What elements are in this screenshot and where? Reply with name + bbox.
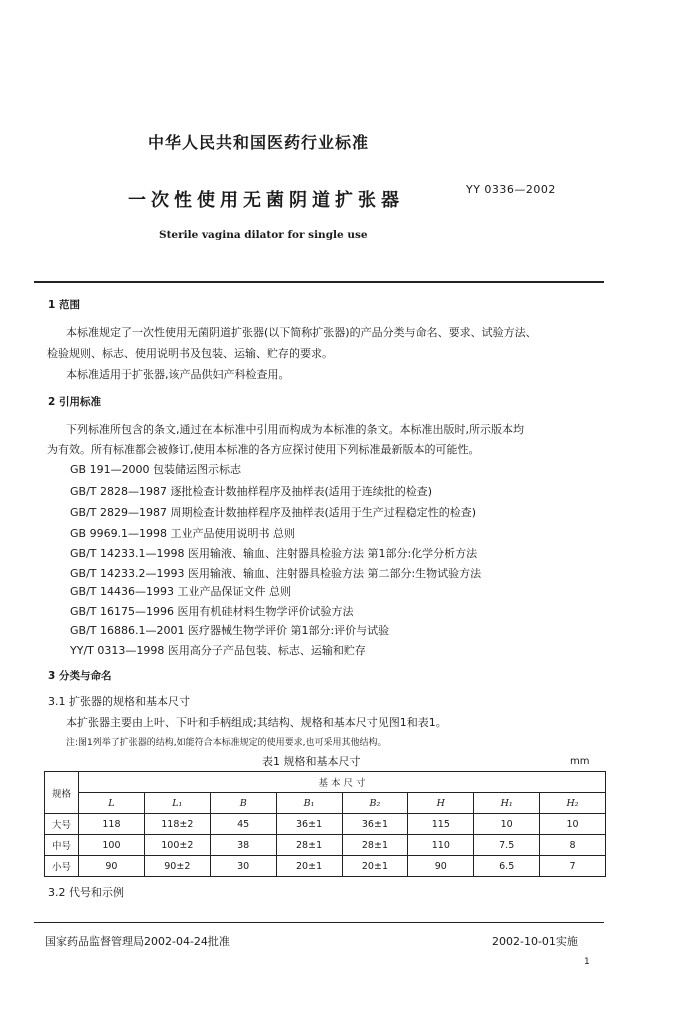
section-2-line-1: 下列标准所包含的条文,通过在本标准中引用而构成为本标准的条文。本标准出版时,所示版本均 [66,423,524,436]
table-cell: 118±2 [144,814,210,835]
table-cell-size: 小号 [45,856,79,877]
table-cell: 100±2 [144,835,210,856]
table-column-header: H₂ [540,793,606,814]
table-cell: 20±1 [276,856,342,877]
table-cell: 7.5 [474,835,540,856]
table-row [45,835,606,856]
table-cell: 28±1 [276,835,342,856]
table-cell: 20±1 [342,856,408,877]
table-cell: 90 [408,856,474,877]
table-cell: 28±1 [342,835,408,856]
section-1-line-1: 本标准规定了一次性使用无菌阴道扩张器(以下简称扩张器)的产品分类与命名、要求、试验方法、 [66,326,537,339]
table-cell: 110 [408,835,474,856]
table-header-spec: 规格 [45,772,79,814]
footer-divider [34,922,604,923]
table-column-header: L [79,793,145,814]
table-column-row [45,793,606,814]
implementation-date: 2002-10-01实施 [492,935,578,948]
approval-statement: 国家药品监督管理局2002-04-24批准 [45,935,230,948]
table-column-header: H [408,793,474,814]
document-subtitle: Sterile vagina dilator for single use [159,229,368,241]
reference-item: GB/T 2828—1987 逐批检查计数抽样程序及抽样表(适用于连续批的检查) [70,485,433,498]
section-3-1-note: 注:图1列举了扩张器的结构,如能符合本标准规定的使用要求,也可采用其他结构。 [66,738,387,748]
reference-item: YY/T 0313—1998 医用高分子产品包装、标志、运输和贮存 [70,644,366,657]
section-3-1-heading: 3.1 扩张器的规格和基本尺寸 [48,695,190,708]
reference-item: GB/T 14233.2—1993 医用输液、输血、注射器具检验方法 第二部分:生物试验方法 [70,567,482,580]
section-2-line-2: 为有效。所有标准都会被修订,使用本标准的各方应探讨使用下列标准最新版本的可能性。 [47,443,480,456]
table-column-header: B [210,793,276,814]
reference-item: GB/T 2829—1987 周期检查计数抽样程序及抽样表(适用于生产过程稳定性的检查) [70,506,477,519]
table-cell: 45 [210,814,276,835]
table-column-header: B₂ [342,793,408,814]
reference-item: GB 191—2000 包装储运图示标志 [70,463,242,476]
table-cell: 90±2 [144,856,210,877]
table-cell: 115 [408,814,474,835]
section-2-heading: 2 引用标准 [48,396,101,408]
header-divider [34,281,604,283]
table-cell: 7 [540,856,606,877]
table-cell: 36±1 [342,814,408,835]
reference-item: GB/T 14233.1—1998 医用输液、输血、注射器具检验方法 第1部分:化学分析方法 [70,547,478,560]
standard-code: YY 0336—2002 [466,183,556,196]
section-3-1-text: 本扩张器主要由上叶、下叶和手柄组成;其结构、规格和基本尺寸见图1和表1。 [66,716,447,729]
table-cell-size: 大号 [45,814,79,835]
section-3-2-heading: 3.2 代号和示例 [48,886,124,899]
reference-item: GB/T 14436—1993 工业产品保证文件 总则 [70,585,291,598]
table-cell: 10 [540,814,606,835]
table-column-header: B₁ [276,793,342,814]
table-cell: 100 [79,835,145,856]
standard-name: 中华人民共和国医药行业标准 [148,133,370,152]
reference-item: GB 9969.1—1998 工业产品使用说明书 总则 [70,527,296,540]
table-column-header: H₁ [474,793,540,814]
table-column-header: L₁ [144,793,210,814]
table-cell: 90 [79,856,145,877]
table-cell-size: 中号 [45,835,79,856]
table-cell: 6.5 [474,856,540,877]
table-cell: 10 [474,814,540,835]
table-cell: 118 [79,814,145,835]
table-cell: 36±1 [276,814,342,835]
section-3-heading: 3 分类与命名 [48,670,112,682]
section-1-line-2: 检验规则、标志、使用说明书及包装、运输、贮存的要求。 [47,347,333,360]
page-number: 1 [584,957,590,967]
table-cell: 38 [210,835,276,856]
table-header-group: 基 本 尺 寸 [79,772,606,793]
table-row [45,814,606,835]
section-1-line-3: 本标准适用于扩张器,该产品供妇产科检查用。 [66,368,290,381]
table-caption: 表1 规格和基本尺寸 [262,755,361,768]
table-row [45,856,606,877]
document-title: 一次性使用无菌阴道扩张器 [128,190,404,211]
reference-item: GB/T 16175—1996 医用有机硅材料生物学评价试验方法 [70,605,354,618]
table-cell: 30 [210,856,276,877]
section-1-heading: 1 范围 [48,299,80,311]
spec-table [44,771,606,877]
table-header-row [45,772,606,793]
table-cell: 8 [540,835,606,856]
table-unit: mm [570,756,590,767]
reference-item: GB/T 16886.1—2001 医疗器械生物学评价 第1部分:评价与试验 [70,624,390,637]
